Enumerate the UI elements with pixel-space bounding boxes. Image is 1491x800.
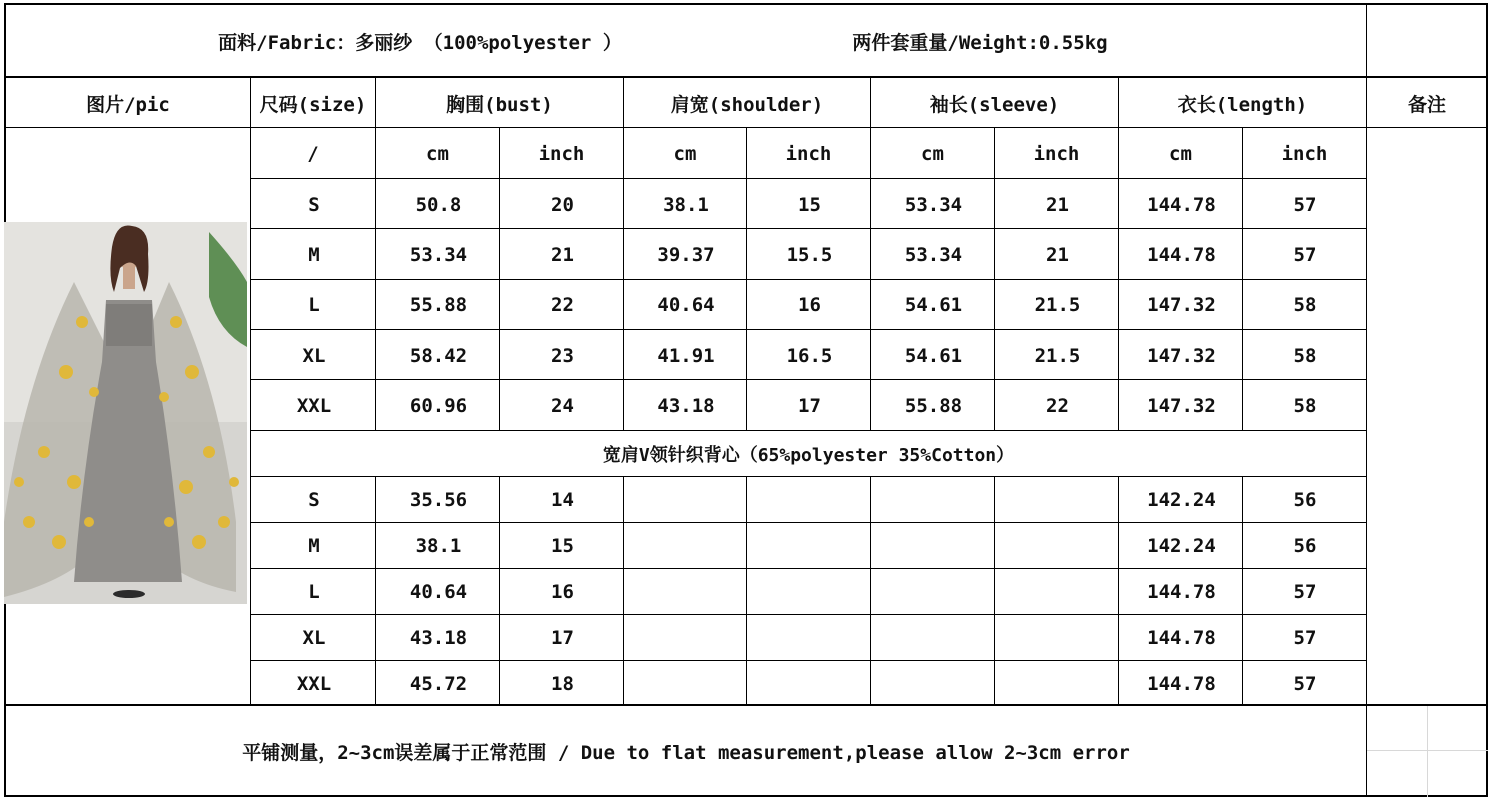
garment2-length-cm-cell: 144.78 (1147, 626, 1216, 649)
garment1-bust-inch-cell: 23 (551, 345, 574, 367)
notes-corner-gridline (1367, 750, 1488, 751)
garment1-bust-inch-cell: 22 (551, 294, 574, 316)
garment1-size-cell: L (308, 294, 320, 316)
garment1-shoulder-cm-cell: 43.18 (657, 395, 715, 417)
garment1-bust-inch-cell: 21 (551, 244, 574, 266)
garment1-length-cm-cell: 147.32 (1147, 294, 1216, 316)
garment1-length-inch-cell: 58 (1293, 345, 1317, 367)
garment2-length-inch-cell: 56 (1293, 534, 1317, 557)
shoulder-header: 肩宽(shoulder) (670, 93, 824, 116)
sleeve-cm-header: cm (921, 143, 944, 165)
garment2-bust-cm-cell: 43.18 (409, 626, 468, 649)
garment2-shoulder-cm-cell (625, 477, 747, 522)
garment2-length-cm-cell: 142.24 (1147, 534, 1216, 557)
garment1-sleeve-inch-cell: 21.5 (1034, 345, 1081, 367)
garment2-shoulder-cm-cell (625, 523, 747, 568)
garment2-bust-inch-cell: 15 (551, 534, 574, 557)
garment2-bust-inch-cell: 14 (551, 488, 574, 511)
garment1-bust-cm-cell: 58.42 (409, 345, 468, 367)
garment1-shoulder-cm-cell: 40.64 (657, 294, 715, 316)
grid-hline (250, 178, 1366, 179)
garment1-sleeve-cm-cell: 55.88 (904, 395, 963, 417)
garment2-sleeve-inch-cell (996, 569, 1119, 614)
garment2-length-cm-cell: 144.78 (1147, 580, 1216, 603)
garment1-shoulder-inch-cell: 15.5 (786, 244, 833, 266)
fabric-label: 面料/Fabric：多丽纱 （100%polyester ） (218, 31, 622, 54)
garment2-shoulder-cm-cell (625, 569, 747, 614)
size-header: 尺码(size) (259, 93, 367, 116)
garment2-length-inch-cell: 57 (1293, 672, 1317, 695)
garment1-length-cm-cell: 144.78 (1147, 194, 1216, 216)
garment2-length-cm-cell: 142.24 (1147, 488, 1216, 511)
garment2-shoulder-inch-cell (748, 615, 871, 660)
garment1-bust-cm-cell: 50.8 (415, 194, 462, 216)
weight-label: 两件套重量/Weight:0.55kg (852, 31, 1108, 54)
size-unit-slash: / (307, 143, 319, 165)
garment1-length-inch-cell: 57 (1293, 194, 1317, 216)
garment2-sleeve-inch-cell (996, 661, 1119, 706)
garment1-sleeve-inch-cell: 21.5 (1034, 294, 1081, 316)
garment1-bust-inch-cell: 20 (551, 194, 574, 216)
garment1-shoulder-cm-cell: 39.37 (657, 244, 715, 266)
notes-header: 备注 (1407, 93, 1446, 116)
sleeve-header: 袖长(sleeve) (929, 93, 1060, 116)
garment2-size-cell: L (308, 580, 320, 603)
garment2-shoulder-cm-cell (625, 661, 747, 706)
garment1-sleeve-cm-cell: 53.34 (904, 244, 963, 266)
garment1-shoulder-inch-cell: 17 (798, 395, 821, 417)
garment2-shoulder-inch-cell (748, 661, 871, 706)
garment1-bust-cm-cell: 53.34 (409, 244, 468, 266)
garment2-size-cell: S (308, 488, 320, 511)
garment2-size-cell: XXL (296, 672, 332, 695)
garment1-bust-inch-cell: 24 (551, 395, 574, 417)
garment1-size-cell: XL (302, 345, 326, 367)
garment1-sleeve-cm-cell: 54.61 (904, 294, 963, 316)
grid-hline (4, 76, 1488, 78)
garment1-sleeve-inch-cell: 21 (1046, 194, 1069, 216)
model-photo-icon (4, 222, 247, 604)
pic-header: 图片/pic (86, 93, 170, 116)
garment2-length-inch-cell: 56 (1293, 488, 1317, 511)
garment1-shoulder-cm-cell: 41.91 (657, 345, 715, 367)
garment1-shoulder-inch-cell: 16.5 (786, 345, 833, 367)
bust-inch-header: inch (538, 143, 585, 165)
length-cm-header: cm (1169, 143, 1192, 165)
bust-header: 胸围(bust) (446, 93, 553, 116)
garment1-shoulder-cm-cell: 38.1 (663, 194, 709, 216)
garment2-bust-cm-cell: 45.72 (409, 672, 468, 695)
garment2-sleeve-inch-cell (996, 615, 1119, 660)
garment2-length-inch-cell: 57 (1293, 580, 1317, 603)
garment1-size-cell: M (308, 244, 320, 266)
product-photo (4, 222, 247, 604)
length-inch-header: inch (1281, 143, 1328, 165)
garment2-bust-cm-cell: 40.64 (409, 580, 468, 603)
garment1-shoulder-inch-cell: 16 (798, 294, 821, 316)
garment2-shoulder-cm-cell (625, 615, 747, 660)
notes-corner-gridline (1427, 706, 1428, 797)
garment2-sleeve-cm-cell (872, 569, 995, 614)
garment2-sleeve-inch-cell (996, 523, 1119, 568)
garment1-length-cm-cell: 147.32 (1147, 345, 1216, 367)
garment1-size-cell: XXL (296, 395, 332, 417)
garment2-shoulder-inch-cell (748, 477, 871, 522)
garment1-bust-cm-cell: 60.96 (409, 395, 468, 417)
garment1-size-cell: S (308, 194, 320, 216)
garment2-bust-cm-cell: 35.56 (409, 488, 468, 511)
garment2-sleeve-cm-cell (872, 477, 995, 522)
section2-title: 宽肩V领针织背心（65%polyester 35%Cotton） (602, 444, 1015, 466)
garment2-bust-inch-cell: 17 (551, 626, 574, 649)
length-header: 衣长(length) (1177, 93, 1308, 116)
garment2-length-inch-cell: 57 (1293, 626, 1317, 649)
garment2-shoulder-inch-cell (748, 523, 871, 568)
garment1-sleeve-inch-cell: 22 (1046, 395, 1069, 417)
garment2-bust-inch-cell: 18 (551, 672, 574, 695)
garment2-shoulder-inch-cell (748, 569, 871, 614)
garment2-size-cell: M (308, 534, 320, 557)
garment1-length-inch-cell: 58 (1293, 395, 1317, 417)
footer-note: 平铺测量，2~3cm误差属于正常范围 / Due to flat measurement,please allow 2~3cm error (242, 741, 1130, 764)
shoulder-cm-header: cm (673, 143, 697, 165)
bust-cm-header: cm (426, 143, 449, 165)
grid-vline (250, 77, 251, 705)
garment2-bust-cm-cell: 38.1 (415, 534, 462, 557)
garment2-sleeve-inch-cell (996, 477, 1119, 522)
shoulder-inch-header: inch (785, 143, 832, 165)
garment2-sleeve-cm-cell (872, 661, 995, 706)
garment1-sleeve-cm-cell: 54.61 (904, 345, 963, 367)
garment2-length-cm-cell: 144.78 (1147, 672, 1216, 695)
sleeve-inch-header: inch (1033, 143, 1080, 165)
garment1-sleeve-cm-cell: 53.34 (904, 194, 963, 216)
garment2-bust-inch-cell: 16 (551, 580, 574, 603)
garment1-length-inch-cell: 58 (1293, 294, 1317, 316)
garment2-sleeve-cm-cell (872, 615, 995, 660)
garment1-length-inch-cell: 57 (1293, 244, 1317, 266)
garment1-length-cm-cell: 147.32 (1147, 395, 1216, 417)
garment1-sleeve-inch-cell: 21 (1046, 244, 1069, 266)
garment1-bust-cm-cell: 55.88 (409, 294, 468, 316)
garment1-shoulder-inch-cell: 15 (798, 194, 821, 216)
garment1-length-cm-cell: 144.78 (1147, 244, 1216, 266)
garment2-size-cell: XL (302, 626, 326, 649)
grid-vline (1366, 3, 1367, 797)
garment2-sleeve-cm-cell (872, 523, 995, 568)
